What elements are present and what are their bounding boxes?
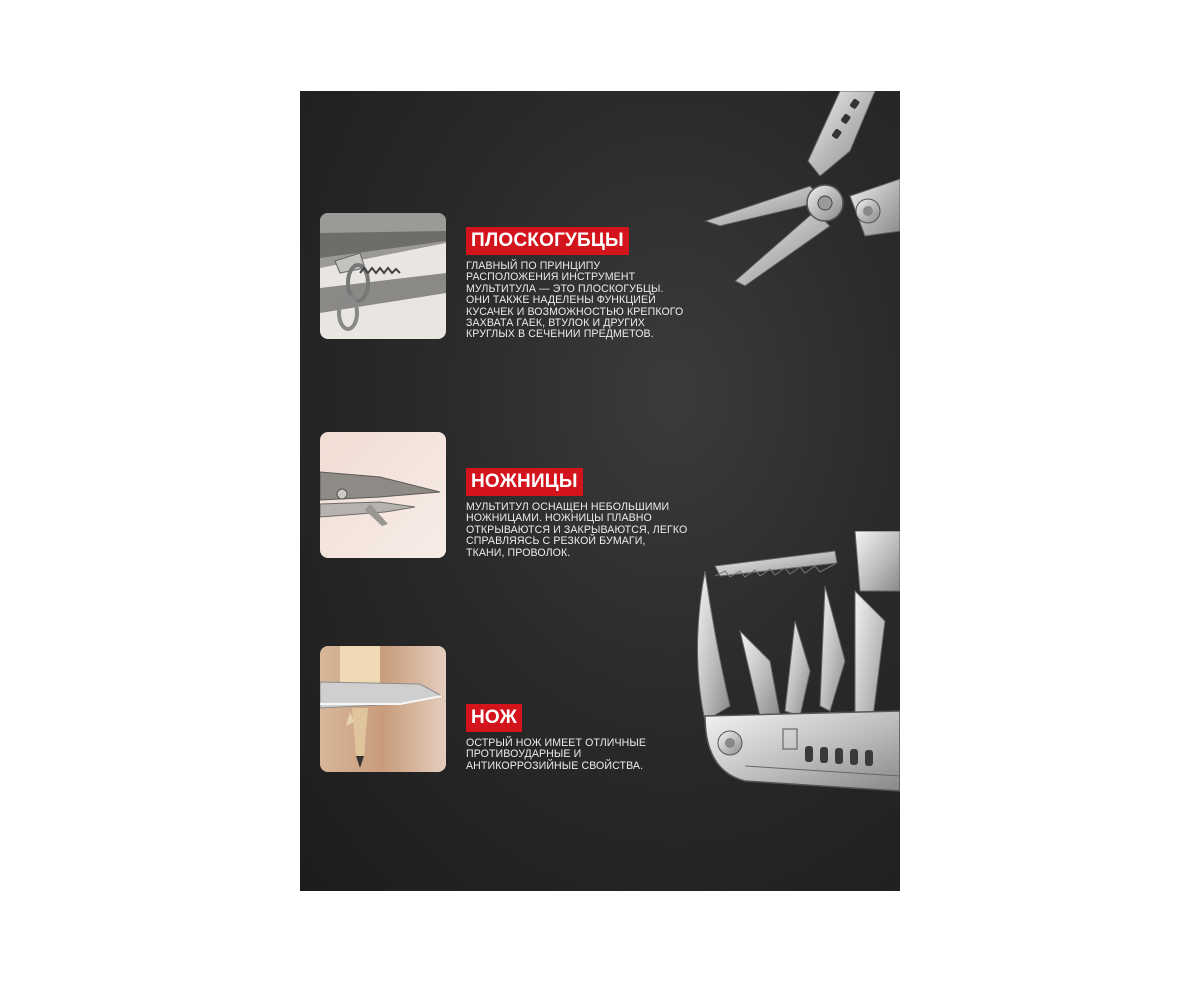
feature-knife	[466, 704, 726, 772]
feature-title: НОЖ	[466, 704, 522, 732]
feature-title: НОЖНИЦЫ	[466, 468, 583, 496]
feature-description: МУЛЬТИТУЛ ОСНАЩЕН НЕБОЛЬШИМИ НОЖНИЦАМИ. НОЖНИЦЫ ПЛАВНО ОТКРЫВАЮТСЯ И ЗАКРЫВАЮТСЯ, ЛЕГКО СПРАВЛЯЯСЬ С РЕЗКОЙ БУМАГИ, ТКАНИ, ПРОВОЛОК.	[466, 501, 688, 559]
feature-description: ОСТРЫЙ НОЖ ИМЕЕТ ОТЛИЧНЫЕ ПРОТИВОУДАРНЫЕ И АНТИКОРРОЗИЙНЫЕ СВОЙСТВА.	[466, 737, 647, 772]
feature-pliers	[466, 227, 726, 341]
pliers-photo	[320, 213, 446, 339]
feature-scissors	[466, 468, 726, 559]
product-card	[300, 91, 900, 891]
multitool-pliers-image	[700, 91, 900, 291]
feature-title: ПЛОСКОГУБЦЫ	[466, 227, 629, 255]
knife-photo	[320, 646, 446, 772]
scissors-photo	[320, 432, 446, 558]
feature-description: ГЛАВНЫЙ ПО ПРИНЦИПУ РАСПОЛОЖЕНИЯ ИНСТРУМЕНТ МУЛЬТИТУЛА — ЭТО ПЛОСКОГУБЦЫ. ОНИ ТАКЖЕ НАДЕЛЕНЫ ФУНКЦИЕЙ КУСАЧЕК И ВОЗМОЖНОСТЬЮ КРЕПКОГО ЗАХВАТА ГАЕК, ВТУЛОК И ДРУГИХ КРУГЛЫХ В СЕЧЕНИИ ПРЕДМЕТОВ.	[466, 260, 684, 341]
